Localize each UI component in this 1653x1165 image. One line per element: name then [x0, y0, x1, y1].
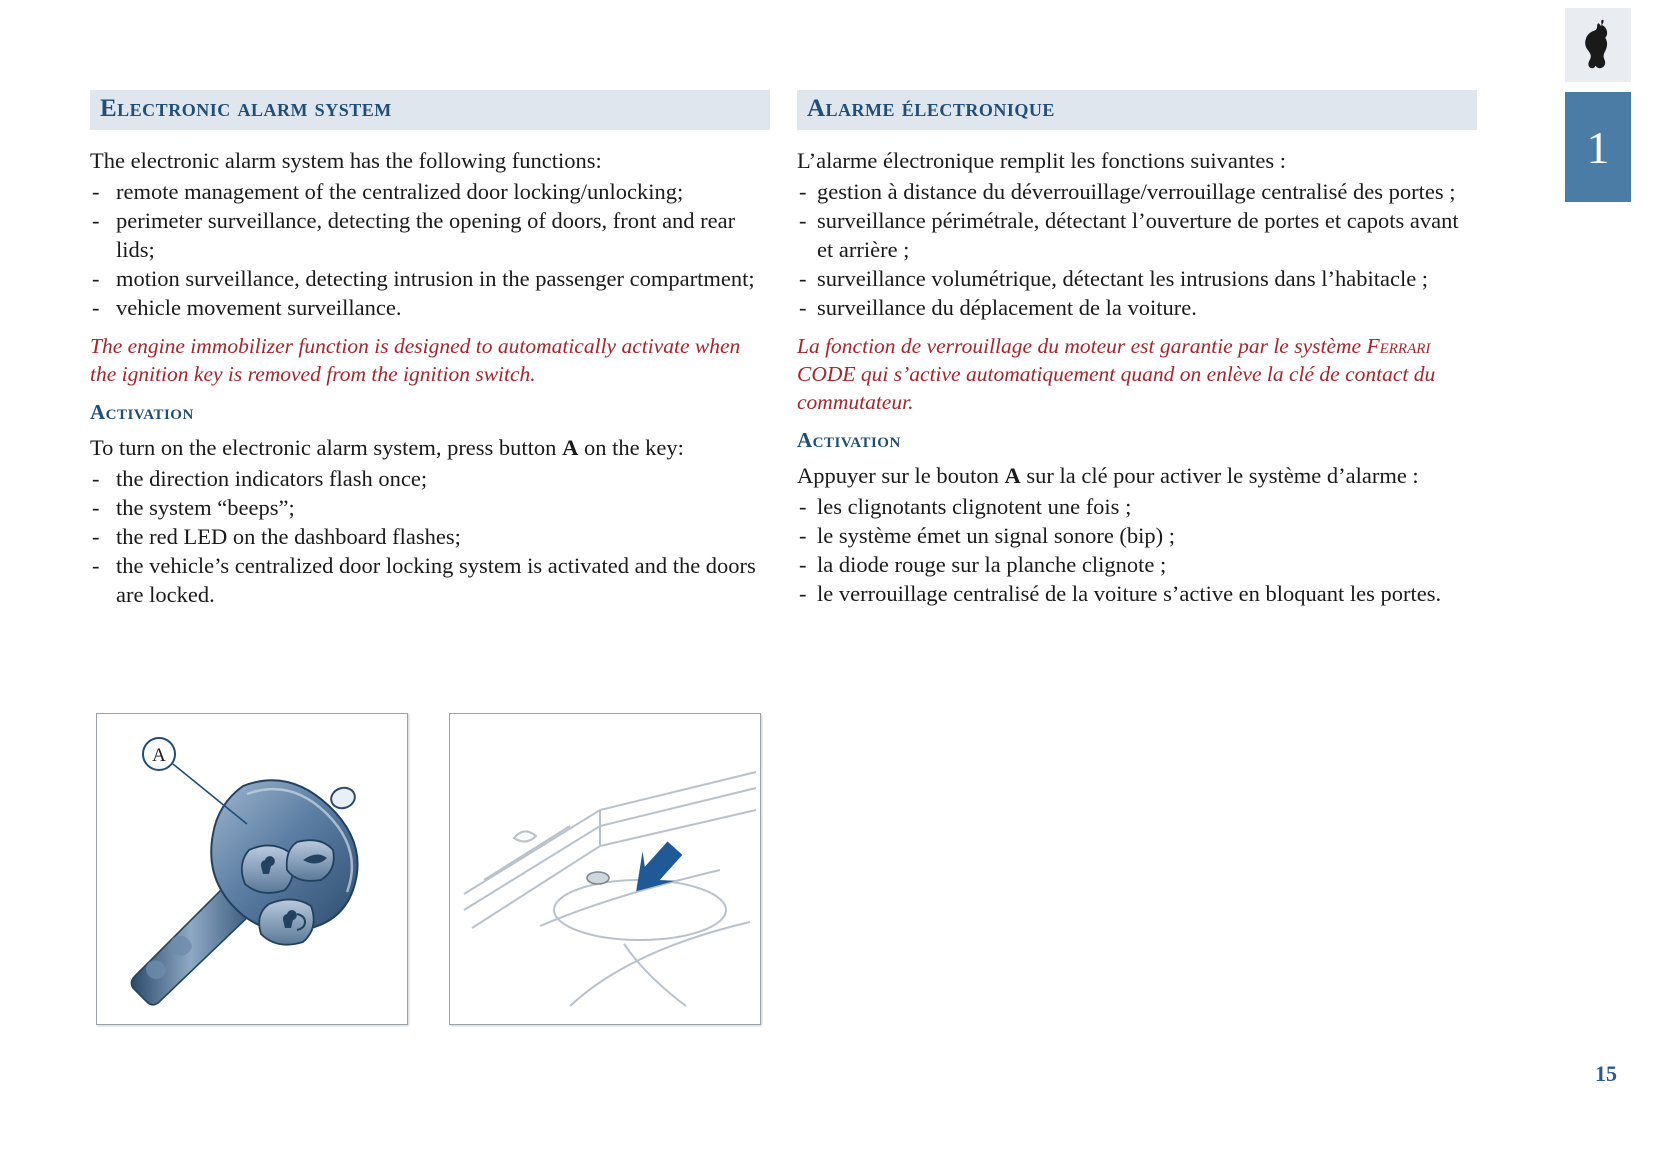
activation-intro-text-after: on the key: — [578, 435, 684, 460]
figure-key-remote — [96, 713, 408, 1025]
ferrari-prancing-horse-logo — [1565, 8, 1631, 82]
english-activation-intro — [90, 433, 770, 462]
french-column — [797, 90, 1477, 610]
english-activation-heading: Activation — [90, 400, 194, 424]
chapter-number-tab: 1 — [1565, 92, 1631, 202]
button-label-a: A — [562, 435, 579, 460]
list-item: - the system “beeps”; — [90, 493, 770, 522]
french-activation-intro — [797, 461, 1477, 490]
key-button-unlock — [287, 840, 334, 881]
list-item: - surveillance du déplacement de la voiture. — [797, 293, 1477, 322]
list-item: - surveillance volumétrique, détectant les intrusions dans l’habitacle ; — [797, 264, 1477, 293]
list-item: - remote management of the centralized door locking/unlocking; — [90, 177, 770, 206]
french-activation-list — [797, 492, 1477, 608]
list-item: - le verrouillage centralisé de la voiture s’active en bloquant les portes. — [797, 579, 1477, 608]
list-item: - the red LED on the dashboard flashes; — [90, 522, 770, 551]
note-text-part2: CODE qui s’active automatiquement quand on enlève la clé de contact du commutateur. — [797, 362, 1436, 414]
english-warning-note: The engine immobilizer function is designed to automatically activate when the ignition key is removed from the ignition switch. — [90, 334, 741, 386]
activation-intro-text-before: To turn on the electronic alarm system, press button — [90, 435, 563, 460]
list-item: - le système émet un signal sonore (bip) ; — [797, 521, 1477, 550]
key-button-a — [242, 845, 293, 892]
button-label-a: A — [1004, 463, 1021, 488]
activation-intro-text-before: Appuyer sur le bouton — [797, 463, 1005, 488]
activation-intro-text-after: sur la clé pour activer le système d’alarme : — [1020, 463, 1419, 488]
note-text-part1: La fonction de verrouillage du moteur est garantie par le système — [797, 334, 1367, 358]
right-margin-rail — [1543, 0, 1653, 1165]
key-button-lock — [259, 899, 313, 944]
english-intro: The electronic alarm system has the following functions: — [90, 148, 602, 173]
page-title-french: Alarme électronique — [797, 90, 1477, 130]
list-item: - surveillance périmétrale, détectant l’ouverture de portes et capots avant et arrière ; — [797, 206, 1477, 264]
list-item: - vehicle movement surveillance. — [90, 293, 770, 322]
sensor-button — [587, 872, 609, 884]
page-title-english: Electronic alarm system — [90, 90, 770, 130]
english-functions-list — [90, 177, 770, 322]
list-item: - the direction indicators flash once; — [90, 464, 770, 493]
list-item: - the vehicle’s centralized door locking system is activated and the doors are locked. — [90, 551, 770, 609]
list-item: - perimeter surveillance, detecting the opening of doors, front and rear lids; — [90, 206, 770, 264]
list-item: - motion surveillance, detecting intrusion in the passenger compartment; — [90, 264, 770, 293]
french-warning-note — [797, 332, 1477, 416]
figure-alarm-sensor — [449, 713, 761, 1025]
callout-label-a: A — [152, 745, 166, 766]
french-functions-list — [797, 177, 1477, 322]
note-brand-name: Ferrari — [1366, 334, 1431, 358]
french-activation-heading: Activation — [797, 428, 901, 452]
page-number: 15 — [1595, 1061, 1617, 1086]
english-activation-list — [90, 464, 770, 609]
pointer-arrow-icon — [620, 833, 692, 906]
french-intro: L’alarme électronique remplit les fonctions suivantes : — [797, 148, 1287, 173]
list-item: - gestion à distance du déverrouillage/verrouillage centralisé des portes ; — [797, 177, 1477, 206]
list-item: - les clignotants clignotent une fois ; — [797, 492, 1477, 521]
english-column — [90, 90, 770, 611]
list-item: - la diode rouge sur la planche clignote ; — [797, 550, 1477, 579]
